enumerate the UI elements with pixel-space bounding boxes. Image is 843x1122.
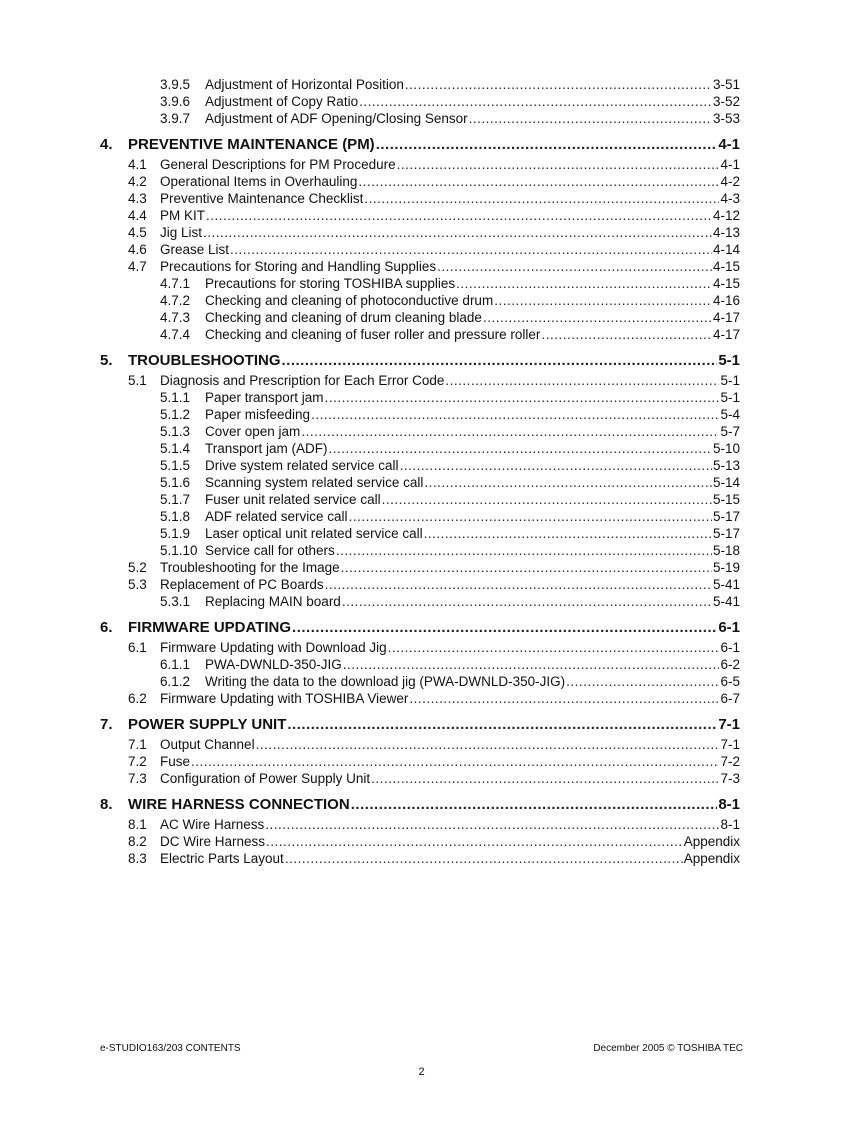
toc-entry[interactable] — [160, 509, 740, 524]
toc-dot-leader — [265, 817, 719, 832]
toc-entry-title: PREVENTIVE MAINTENANCE (PM) — [128, 136, 375, 153]
toc-dot-leader — [349, 509, 712, 524]
toc-entry-page: 5-13 — [712, 458, 740, 473]
toc-entry-number: 7.1 — [128, 737, 147, 752]
toc-dot-leader — [311, 407, 719, 422]
toc-entry-number: 4.5 — [128, 225, 147, 240]
toc-dot-leader — [382, 492, 712, 507]
toc-entry-title: Configuration of Power Supply Unit — [160, 771, 371, 786]
toc-entry[interactable] — [128, 577, 740, 592]
toc-entry-title: POWER SUPPLY UNIT — [128, 716, 287, 733]
toc-entry-title: Replacement of PC Boards — [160, 577, 324, 592]
toc-entry-page: Appendix — [683, 851, 740, 866]
toc-entry-title: Adjustment of ADF Opening/Closing Sensor — [205, 111, 468, 126]
toc-entry-page: 3-52 — [712, 94, 740, 109]
toc-entry[interactable] — [128, 737, 740, 752]
toc-entry-title: Writing the data to the download jig (PWA-DWNLD-350-JIG) — [205, 674, 566, 689]
toc-entry-number: 4.6 — [128, 242, 147, 257]
toc-entry-number: 5.1.10 — [160, 543, 198, 558]
toc-entry-title: Diagnosis and Prescription for Each Error Code — [160, 373, 445, 388]
toc-entry-number: 7.2 — [128, 754, 147, 769]
toc-entry-page: 4-15 — [712, 276, 740, 291]
toc-dot-leader — [424, 475, 712, 490]
toc-entry-title: Firmware Updating with TOSHIBA Viewer — [160, 691, 409, 706]
toc-dot-leader — [292, 619, 717, 636]
toc-entry-title: Transport jam (ADF) — [205, 441, 328, 456]
toc-entry-number: 5.1.9 — [160, 526, 191, 541]
toc-entry[interactable] — [160, 111, 740, 126]
toc-entry-title: Output Channel — [160, 737, 255, 752]
toc-entry-title: Electric Parts Layout — [160, 851, 284, 866]
toc-entry-title: WIRE HARNESS CONNECTION — [128, 796, 350, 813]
toc-chapter-entry[interactable] — [100, 352, 740, 369]
toc-entry-page: 8-1 — [720, 817, 740, 832]
toc-dot-leader — [191, 754, 719, 769]
toc-dot-leader — [336, 543, 712, 558]
toc-dot-leader — [405, 77, 712, 92]
toc-entry-page: 4-17 — [712, 327, 740, 342]
toc-entry-page: 5-1 — [720, 373, 740, 388]
toc-entry[interactable] — [128, 754, 740, 769]
toc-entry[interactable] — [128, 225, 740, 240]
toc-entry-page: 4-1 — [720, 157, 740, 172]
toc-chapter-entry[interactable] — [100, 619, 740, 636]
toc-dot-leader — [397, 157, 720, 172]
toc-dot-leader — [203, 225, 712, 240]
page-number: 2 — [418, 1066, 425, 1078]
toc-dot-leader — [424, 526, 712, 541]
toc-entry-page: 6-7 — [720, 691, 740, 706]
toc-entry-number: 8.3 — [128, 851, 147, 866]
toc-entry-page: 4-17 — [712, 310, 740, 325]
toc-entry[interactable] — [160, 77, 740, 92]
toc-entry-number: 6.1.2 — [160, 674, 191, 689]
toc-dot-leader — [230, 242, 712, 257]
toc-entry[interactable] — [160, 390, 740, 405]
toc-entry[interactable] — [160, 276, 740, 291]
toc-entry-number: 5.1.6 — [160, 475, 191, 490]
toc-dot-leader — [351, 796, 718, 813]
toc-dot-leader — [256, 737, 720, 752]
toc-entry-page: 4-14 — [712, 242, 740, 257]
toc-entry[interactable] — [128, 834, 740, 849]
toc-entry[interactable] — [160, 674, 740, 689]
toc-entry-title: Laser optical unit related service call — [205, 526, 423, 541]
toc-entry-number: 5.1 — [128, 373, 147, 388]
toc-entry[interactable] — [160, 458, 740, 473]
toc-entry-number: 5.1.2 — [160, 407, 191, 422]
toc-entry-number: 8.1 — [128, 817, 147, 832]
toc-entry-number: 3.9.6 — [160, 94, 191, 109]
toc-entry-number: 6. — [100, 619, 113, 636]
toc-entry-page: 5-41 — [712, 594, 740, 609]
toc-dot-leader — [329, 441, 712, 456]
toc-entry-title: Scanning system related service call — [205, 475, 424, 490]
toc-entry-title: Jig List — [160, 225, 203, 240]
toc-entry-page: 4-2 — [720, 174, 740, 189]
toc-entry-title: Paper transport jam — [205, 390, 324, 405]
toc-entry-number: 4.1 — [128, 157, 147, 172]
toc-dot-leader — [359, 94, 712, 109]
toc-entry-number: 5.1.7 — [160, 492, 191, 507]
toc-entry-title: Drive system related service call — [205, 458, 399, 473]
toc-entry-page: 5-14 — [712, 475, 740, 490]
toc-entry[interactable] — [160, 657, 740, 672]
toc-entry-page: 6-5 — [720, 674, 740, 689]
toc-entry-number: 4.7.3 — [160, 310, 191, 325]
toc-dot-leader — [437, 259, 712, 274]
toc-dot-leader — [400, 458, 712, 473]
toc-dot-leader — [358, 174, 719, 189]
toc-dot-leader — [342, 594, 712, 609]
toc-entry[interactable] — [128, 259, 740, 274]
toc-dot-leader — [371, 771, 719, 786]
toc-entry-title: Service call for others — [205, 543, 335, 558]
toc-entry-number: 5.1.4 — [160, 441, 191, 456]
toc-entry-number: 6.1 — [128, 640, 147, 655]
toc-entry-title: Fuser unit related service call — [205, 492, 381, 507]
toc-entry-page: 8-1 — [718, 796, 740, 813]
toc-entry-title: AC Wire Harness — [160, 817, 265, 832]
toc-entry-number: 5.3.1 — [160, 594, 191, 609]
toc-entry-number: 8. — [100, 796, 113, 813]
toc-entry[interactable] — [160, 475, 740, 490]
toc-entry-number: 4.7.1 — [160, 276, 191, 291]
toc-entry[interactable] — [160, 441, 740, 456]
toc-entry[interactable] — [160, 526, 740, 541]
toc-entry-page: 7-1 — [720, 737, 740, 752]
toc-dot-leader — [409, 691, 719, 706]
toc-entry[interactable] — [160, 543, 740, 558]
toc-entry-number: 4.7 — [128, 259, 147, 274]
toc-dot-leader — [483, 310, 712, 325]
toc-dot-leader — [285, 851, 683, 866]
toc-dot-leader — [341, 560, 712, 575]
toc-entry-title: Grease List — [160, 242, 230, 257]
toc-entry-number: 7.3 — [128, 771, 147, 786]
toc-entry-page: 5-1 — [718, 352, 740, 369]
toc-chapter-entry[interactable] — [100, 716, 740, 733]
toc-entry[interactable] — [128, 691, 740, 706]
toc-entry[interactable] — [128, 373, 740, 388]
toc-entry-page: 4-16 — [712, 293, 740, 308]
toc-entry-number: 5.1.8 — [160, 509, 191, 524]
toc-entry-page: 6-1 — [718, 619, 740, 636]
toc-entry-number: 4.3 — [128, 191, 147, 206]
toc-entry-page: 5-1 — [720, 390, 740, 405]
toc-entry-title: Cover open jam — [205, 424, 301, 439]
toc-entry-page: 6-1 — [720, 640, 740, 655]
toc-entry[interactable] — [128, 771, 740, 786]
toc-dot-leader — [445, 373, 719, 388]
toc-entry[interactable] — [160, 327, 740, 342]
toc-dot-leader — [541, 327, 712, 342]
toc-entry-page: 7-1 — [718, 716, 740, 733]
toc-entry-title: Paper misfeeding — [205, 407, 311, 422]
toc-entry-page: 5-17 — [712, 526, 740, 541]
toc-entry-title: Firmware Updating with Download Jig — [160, 640, 387, 655]
toc-entry-number: 6.2 — [128, 691, 147, 706]
toc-entry-page: 7-3 — [720, 771, 740, 786]
toc-dot-leader — [325, 577, 712, 592]
toc-dot-leader — [325, 390, 720, 405]
toc-entry-page: 5-10 — [712, 441, 740, 456]
toc-dot-leader — [469, 111, 712, 126]
toc-entry-page: 5-18 — [712, 543, 740, 558]
toc-dot-leader — [388, 640, 720, 655]
toc-entry[interactable] — [160, 424, 740, 439]
toc-entry-number: 4.4 — [128, 208, 147, 223]
toc-chapter-entry[interactable] — [100, 136, 740, 153]
toc-entry-title: General Descriptions for PM Procedure — [160, 157, 396, 172]
toc-entry[interactable] — [128, 191, 740, 206]
toc-entry[interactable] — [160, 492, 740, 507]
toc-entry[interactable] — [160, 94, 740, 109]
toc-dot-leader — [287, 716, 717, 733]
toc-entry-title: Adjustment of Copy Ratio — [205, 94, 359, 109]
toc-entry[interactable] — [128, 157, 740, 172]
toc-entry-title: PWA-DWNLD-350-JIG — [205, 657, 342, 672]
toc-entry-title: Precautions for storing TOSHIBA supplies — [205, 276, 456, 291]
toc-dot-leader — [206, 208, 712, 223]
toc-dot-leader — [566, 674, 719, 689]
toc-entry-page: 4-1 — [718, 136, 740, 153]
toc-entry-number: 7. — [100, 716, 113, 733]
toc-entry[interactable] — [160, 293, 740, 308]
toc-dot-leader — [364, 191, 719, 206]
toc-chapter-entry[interactable] — [100, 796, 740, 813]
toc-entry-page: 6-2 — [720, 657, 740, 672]
toc-entry-number: 4.7.4 — [160, 327, 191, 342]
toc-entry-page: 5-15 — [712, 492, 740, 507]
toc-entry-title: Troubleshooting for the Image — [160, 560, 340, 575]
toc-entry[interactable] — [160, 310, 740, 325]
toc-entry-page: 5-4 — [720, 407, 740, 422]
toc-entry-title: Fuse — [160, 754, 191, 769]
toc-entry-number: 5. — [100, 352, 113, 369]
toc-entry-number: 6.1.1 — [160, 657, 191, 672]
toc-entry-number: 5.3 — [128, 577, 147, 592]
toc-entry-page: Appendix — [683, 834, 740, 849]
toc-entry-title: Checking and cleaning of drum cleaning blade — [205, 310, 482, 325]
toc-entry[interactable] — [128, 851, 740, 866]
toc-entry-number: 3.9.5 — [160, 77, 191, 92]
toc-entry-number: 3.9.7 — [160, 111, 191, 126]
toc-entry[interactable] — [128, 174, 740, 189]
toc-entry-number: 4.7.2 — [160, 293, 191, 308]
toc-entry[interactable] — [160, 594, 740, 609]
toc-entry[interactable] — [128, 560, 740, 575]
toc-entry-title: TROUBLESHOOTING — [128, 352, 281, 369]
toc-entry-title: Preventive Maintenance Checklist — [160, 191, 364, 206]
toc-dot-leader — [266, 834, 683, 849]
toc-entry-title: Operational Items in Overhauling — [160, 174, 358, 189]
toc-entry-page: 3-53 — [712, 111, 740, 126]
toc-entry-page: 4-12 — [712, 208, 740, 223]
toc-entry-page: 5-41 — [712, 577, 740, 592]
toc-dot-leader — [301, 424, 719, 439]
toc-entry-page: 5-19 — [712, 560, 740, 575]
toc-entry-page: 4-15 — [712, 259, 740, 274]
toc-entry-page: 5-17 — [712, 509, 740, 524]
toc-entry-number: 5.1.5 — [160, 458, 191, 473]
toc-dot-leader — [376, 136, 718, 153]
toc-entry-title: Checking and cleaning of photoconductive drum — [205, 293, 494, 308]
toc-dot-leader — [494, 293, 712, 308]
toc-entry-page: 4-13 — [712, 225, 740, 240]
toc-entry-title: Checking and cleaning of fuser roller and pressure roller — [205, 327, 541, 342]
footer-document-title: e-STUDIO163/203 CONTENTS — [100, 1043, 241, 1054]
toc-entry[interactable] — [128, 208, 740, 223]
toc-entry[interactable] — [128, 242, 740, 257]
toc-entry-page: 7-2 — [720, 754, 740, 769]
toc-dot-leader — [343, 657, 720, 672]
toc-entry-number: 4.2 — [128, 174, 147, 189]
toc-entry-page: 5-7 — [720, 424, 740, 439]
toc-entry-title: Replacing MAIN board — [205, 594, 341, 609]
toc-entry-title: ADF related service call — [205, 509, 348, 524]
toc-dot-leader — [282, 352, 718, 369]
toc-entry-number: 5.1.1 — [160, 390, 191, 405]
toc-entry-title: FIRMWARE UPDATING — [128, 619, 292, 636]
footer-copyright: December 2005 © TOSHIBA TEC — [593, 1043, 743, 1054]
toc-entry-page: 3-51 — [712, 77, 740, 92]
toc-entry-number: 8.2 — [128, 834, 147, 849]
toc-entry-title: Precautions for Storing and Handling Supplies — [160, 259, 437, 274]
toc-entry-number: 5.2 — [128, 560, 147, 575]
toc-entry-number: 5.1.3 — [160, 424, 191, 439]
toc-entry-page: 4-3 — [720, 191, 740, 206]
toc-entry[interactable] — [128, 817, 740, 832]
toc-entry[interactable] — [128, 640, 740, 655]
toc-entry[interactable] — [160, 407, 740, 422]
toc-entry-number: 4. — [100, 136, 113, 153]
toc-dot-leader — [456, 276, 712, 291]
toc-entry-title: PM KIT — [160, 208, 206, 223]
toc-entry-title: Adjustment of Horizontal Position — [205, 77, 404, 92]
toc-entry-title: DC Wire Harness — [160, 834, 266, 849]
